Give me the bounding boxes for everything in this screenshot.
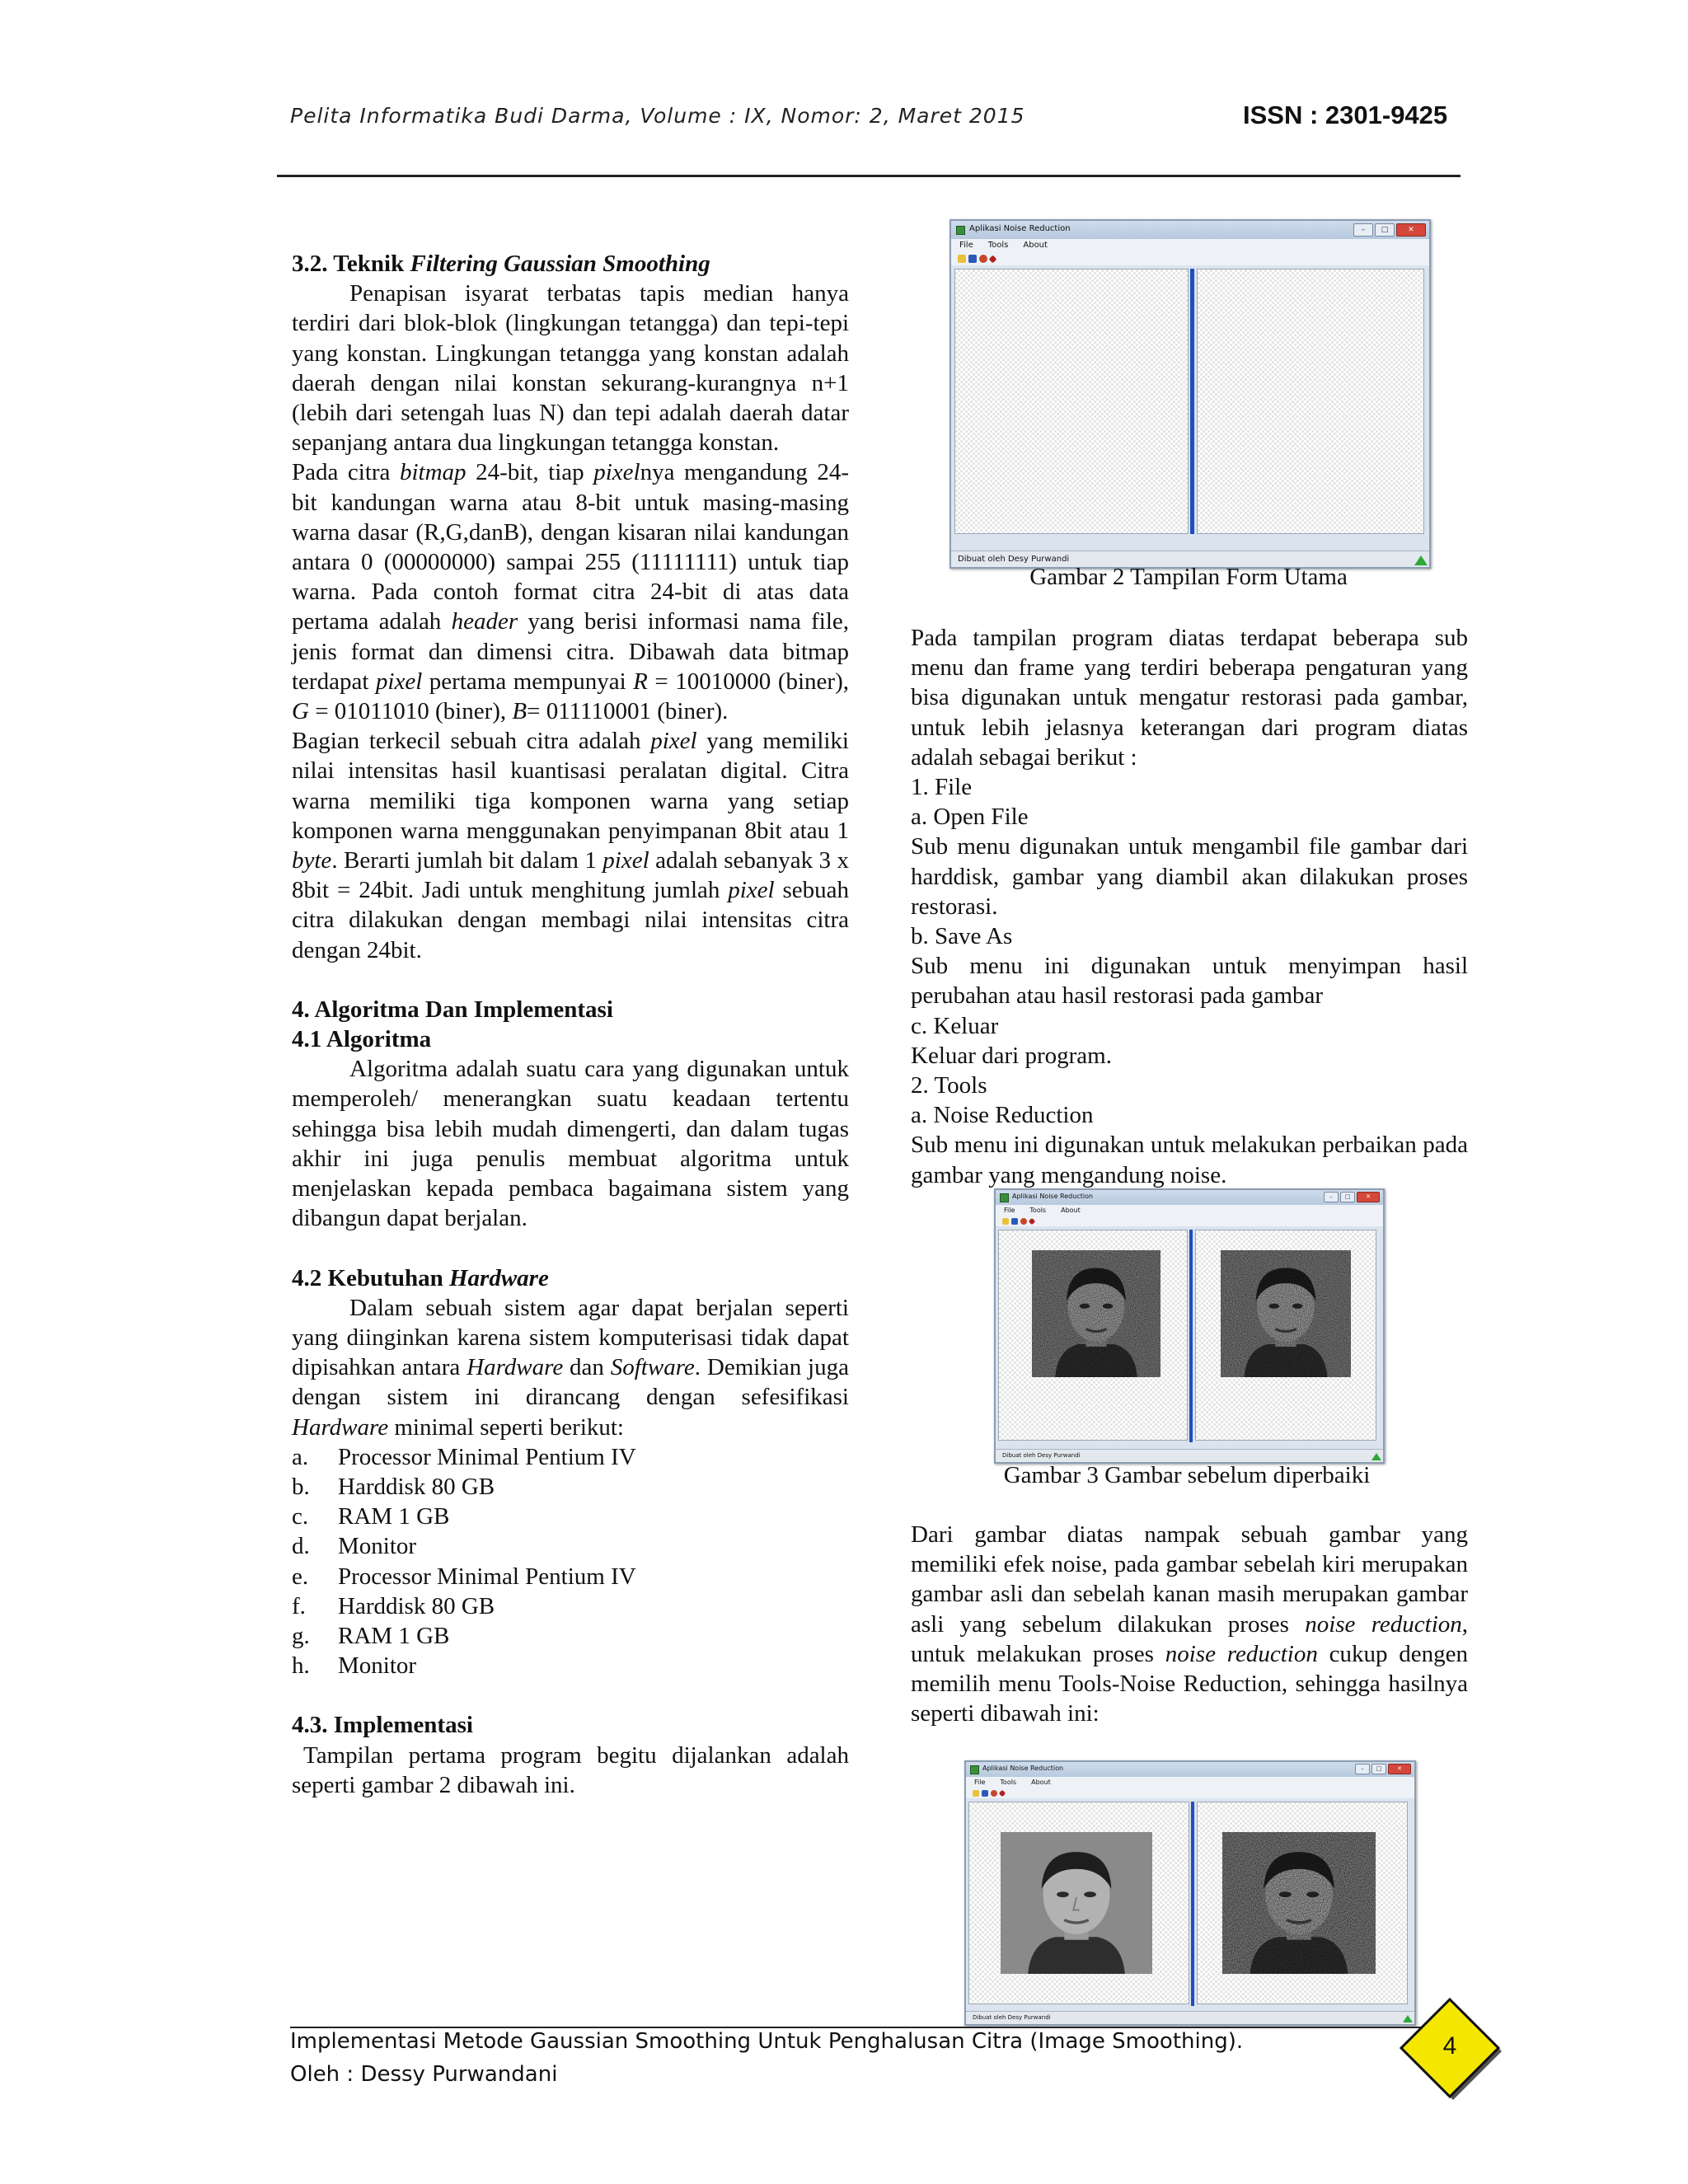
smoothed-face-photo xyxy=(1001,1832,1152,1974)
minimize-button[interactable]: – xyxy=(1355,1764,1370,1774)
left-image-pane xyxy=(954,269,1189,534)
menu-bar xyxy=(966,1777,1414,1788)
section-4-3-heading: 4.3. Implementasi xyxy=(292,1712,473,1739)
right-image-pane xyxy=(1195,1230,1376,1441)
list-item: g. RAM 1 GB xyxy=(292,1622,450,1649)
open-folder-icon[interactable] xyxy=(973,1790,979,1797)
right-paragraph-1: Pada tampilan program diatas terdapat beberapa sub menu dan frame yang terdiri beberapa pengaturan yang bisa digunakan untuk mengatur restorasi pada gambar, untuk lebih jelasnya keterangan dari program diatas adalah sebagai berikut : xyxy=(911,625,1468,771)
section-4-2-paragraph: Dalam sebuah sistem agar dapat berjalan seperti yang diinginkan karena sistem komputerisasi tidak dapat dipisahkan antara Hardware dan Software. Demikian juga dengan sistem ini dirancang dengan sefesifikasi Hardware minimal seperti berikut: xyxy=(292,1294,849,1441)
left-image-pane xyxy=(968,1802,1189,2004)
section-4-3-paragraph: Tampilan pertama program begitu dijalankan adalah seperti gambar 2 dibawah ini. xyxy=(292,1741,849,1798)
pane-splitter[interactable] xyxy=(1190,269,1194,534)
noisy-face-photo xyxy=(1221,1250,1351,1377)
menu-file[interactable]: File xyxy=(974,1779,986,1786)
right-column-lower xyxy=(911,1520,1468,1728)
toolbar xyxy=(951,252,1429,265)
maximize-button[interactable]: □ xyxy=(1340,1192,1355,1202)
toolbar xyxy=(996,1216,1383,1226)
pane-splitter[interactable] xyxy=(1189,1230,1193,1442)
window-title: Aplikasi Noise Reduction xyxy=(969,224,1071,233)
page-number: 4 xyxy=(1442,2032,1457,2060)
page-number-badge xyxy=(1396,1994,1503,2102)
menu-tools[interactable]: Tools xyxy=(1029,1207,1047,1214)
close-button[interactable]: ✕ xyxy=(1396,223,1426,237)
figure-3-caption: Gambar 3 Gambar sebelum diperbaiki xyxy=(1003,1462,1371,1488)
window-title: Aplikasi Noise Reduction xyxy=(982,1765,1064,1772)
process-icon[interactable] xyxy=(991,1790,997,1797)
figure-4-app-window xyxy=(964,1760,1416,2026)
close-button[interactable]: ✕ xyxy=(1388,1764,1411,1774)
noisy-face-photo xyxy=(1222,1832,1376,1974)
figure-3-app-window xyxy=(994,1188,1385,1464)
close-button[interactable]: ✕ xyxy=(1357,1192,1380,1202)
footer-author: Oleh : Dessy Purwandani xyxy=(290,2062,558,2087)
status-bar: Dibuat oleh Desy Purwandi xyxy=(951,551,1429,567)
right-column xyxy=(911,623,1468,1190)
left-image-pane xyxy=(998,1230,1188,1441)
hardware-list xyxy=(292,1442,849,1681)
list-item: Keluar dari program. xyxy=(911,1042,1112,1069)
save-disk-icon[interactable] xyxy=(1011,1218,1018,1225)
menu-file[interactable]: File xyxy=(959,241,973,250)
pane-splitter[interactable] xyxy=(1191,1802,1194,2006)
app-icon xyxy=(956,226,965,235)
list-item: a. Processor Minimal Pentium IV xyxy=(292,1443,636,1470)
maximize-button[interactable]: □ xyxy=(1375,223,1395,237)
open-folder-icon[interactable] xyxy=(1002,1218,1009,1225)
list-item: f. Harddisk 80 GB xyxy=(292,1592,495,1619)
menu-about[interactable]: About xyxy=(1061,1207,1081,1214)
list-item: e. Processor Minimal Pentium IV xyxy=(292,1563,636,1590)
menu-tools[interactable]: Tools xyxy=(987,241,1009,250)
list-item: c. Keluar xyxy=(911,1012,999,1039)
minimize-button[interactable]: – xyxy=(1353,223,1373,237)
list-item: 1. File xyxy=(911,774,973,801)
list-item: Sub menu ini digunakan untuk melakukan perbaikan pada gambar yang mengandung noise. xyxy=(911,1132,1468,1188)
section-3-2-paragraph-1: Penapisan isyarat terbatas tapis median hanya terdiri dari blok-blok (lingkungan tetangga) dan tepi-tepi yang konstan. Lingkungan tetangga yang konstan adalah daerah dengan nilai konstan sekurang-kurangnya n+1 (lebih dari setengah luas N) dan tepi adalah daerah datar sepanjang antara dua lingkungan tetangga konstan. xyxy=(292,280,849,457)
list-item: c. RAM 1 GB xyxy=(292,1503,450,1530)
menu-bar xyxy=(951,239,1429,252)
window-titlebar xyxy=(966,1762,1414,1777)
menu-about[interactable]: About xyxy=(1023,241,1048,250)
figure-2-caption: Gambar 2 Tampilan Form Utama xyxy=(1029,564,1348,590)
right-image-pane xyxy=(1197,1802,1408,2004)
journal-header: Pelita Informatika Budi Darma, Volume : IX, Nomor: 2, Maret 2015 xyxy=(290,104,1025,128)
resize-grip-icon[interactable] xyxy=(1372,1453,1381,1460)
window-title: Aplikasi Noise Reduction xyxy=(1012,1193,1094,1200)
list-item: d. Monitor xyxy=(292,1533,417,1560)
noisy-face-photo xyxy=(1032,1250,1160,1377)
section-3-2-paragraph-2: Pada citra bitmap 24-bit, tiap pixelnya mengandung 24-bit kandungan warna atau 8-bit untuk masing-masing warna dasar (R,G,danB), dengan kisaran nilai kandungan antara 0 (00000000) sampai 255 (11111111) untuk tiap warna. Pada contoh format citra 24-bit di atas data pertama adalah header yang berisi informasi nama file, jenis format dan dimensi citra. Dibawah data bitmap terdapat pixel pertama mempunyai R = 10010000 (biner), G = 01011010 (biner), B= 011110001 (biner). xyxy=(292,459,850,725)
section-3-2-heading: 3.2. Teknik Filtering Gaussian Smoothing xyxy=(292,251,710,277)
minimize-button[interactable]: – xyxy=(1324,1192,1339,1202)
list-item: h. Monitor xyxy=(292,1652,417,1680)
window-titlebar xyxy=(996,1190,1383,1205)
maximize-button[interactable]: □ xyxy=(1372,1764,1386,1774)
menu-file[interactable]: File xyxy=(1004,1207,1015,1214)
section-4-2-heading: 4.2 Kebutuhan Hardware xyxy=(292,1264,549,1291)
list-item: b. Harddisk 80 GB xyxy=(292,1473,495,1500)
window-titlebar xyxy=(951,221,1429,239)
menu-tools[interactable]: Tools xyxy=(1000,1779,1017,1786)
save-disk-icon[interactable] xyxy=(982,1790,988,1797)
app-icon xyxy=(970,1765,979,1774)
status-bar: Dibuat oleh Desy Purwandi xyxy=(996,1449,1383,1462)
footer-title: Implementasi Metode Gaussian Smoothing Untuk Penghalusan Citra (Image Smoothing). xyxy=(290,2029,1244,2054)
exit-icon[interactable] xyxy=(989,255,997,263)
process-icon[interactable] xyxy=(979,255,987,263)
list-item: 2. Tools xyxy=(911,1072,987,1099)
section-4-1-heading: 4.1 Algoritma xyxy=(292,1026,432,1053)
menu-bar xyxy=(996,1205,1383,1216)
exit-icon[interactable] xyxy=(1029,1217,1035,1224)
save-disk-icon[interactable] xyxy=(968,255,977,263)
list-item: Sub menu digunakan untuk mengambil file gambar dari harddisk, gambar yang diambil akan dilakukan proses restorasi. xyxy=(911,833,1468,920)
header-rule xyxy=(277,175,1461,177)
right-image-pane xyxy=(1197,269,1424,534)
open-folder-icon[interactable] xyxy=(958,255,966,263)
section-4-heading: 4. Algoritma Dan Implementasi xyxy=(292,996,613,1023)
issn-label: ISSN : 2301-9425 xyxy=(1243,101,1448,129)
menu-about[interactable]: About xyxy=(1031,1779,1051,1786)
exit-icon[interactable] xyxy=(999,1789,1006,1796)
right-paragraph-2: Dari gambar diatas nampak sebuah gambar yang memiliki efek noise, pada gambar sebelah kiri merupakan gambar asli dan sebelah kanan masih merupakan gambar asli yang sebelum dilakukan proses noise reduction, untuk melakukan proses noise reduction cukup dengen memilih menu Tools-Noise Reduction, sehingga hasilnya seperti dibawah ini: xyxy=(911,1521,1469,1727)
section-4-1-paragraph: Algoritma adalah suatu cara yang digunakan untuk memperoleh/ menerangkan suatu keadaan tertentu sehingga bisa lebih mudah dimengerti, dan dalam tugas akhir ini juga penulis membuat algoritma untuk menjelaskan kepada pembaca bagaimana sistem yang dibangun dapat berjalan. xyxy=(292,1056,849,1232)
list-item: b. Save As xyxy=(911,923,1013,950)
list-item: Sub menu ini digunakan untuk menyimpan hasil perubahan atau hasil restorasi pada gambar xyxy=(911,953,1468,1010)
status-bar: Dibuat oleh Desy Purwandi xyxy=(966,2011,1414,2024)
process-icon[interactable] xyxy=(1020,1218,1027,1225)
left-column xyxy=(292,249,849,1800)
toolbar xyxy=(966,1788,1414,1798)
list-item: a. Open File xyxy=(911,804,1029,831)
app-icon xyxy=(1000,1193,1009,1202)
section-3-2-paragraph-3: Bagian terkecil sebuah citra adalah pixel yang memiliki nilai intensitas hasil kuantisasi peralatan digital. Citra warna memiliki tiga komponen warna yang setiap komponen warna menggunakan penyimpanan 8bit atau 1 byte. Berarti jumlah bit dalam 1 pixel adalah sebanyak 3 x 8bit = 24bit. Jadi untuk menghitung jumlah pixel sebuah citra dilakukan dengan membagi nilai intensitas citra dengan 24bit. xyxy=(292,728,850,963)
list-item: a. Noise Reduction xyxy=(911,1102,1094,1129)
figure-2-app-window xyxy=(950,219,1431,569)
footer-rule xyxy=(290,2027,1452,2028)
